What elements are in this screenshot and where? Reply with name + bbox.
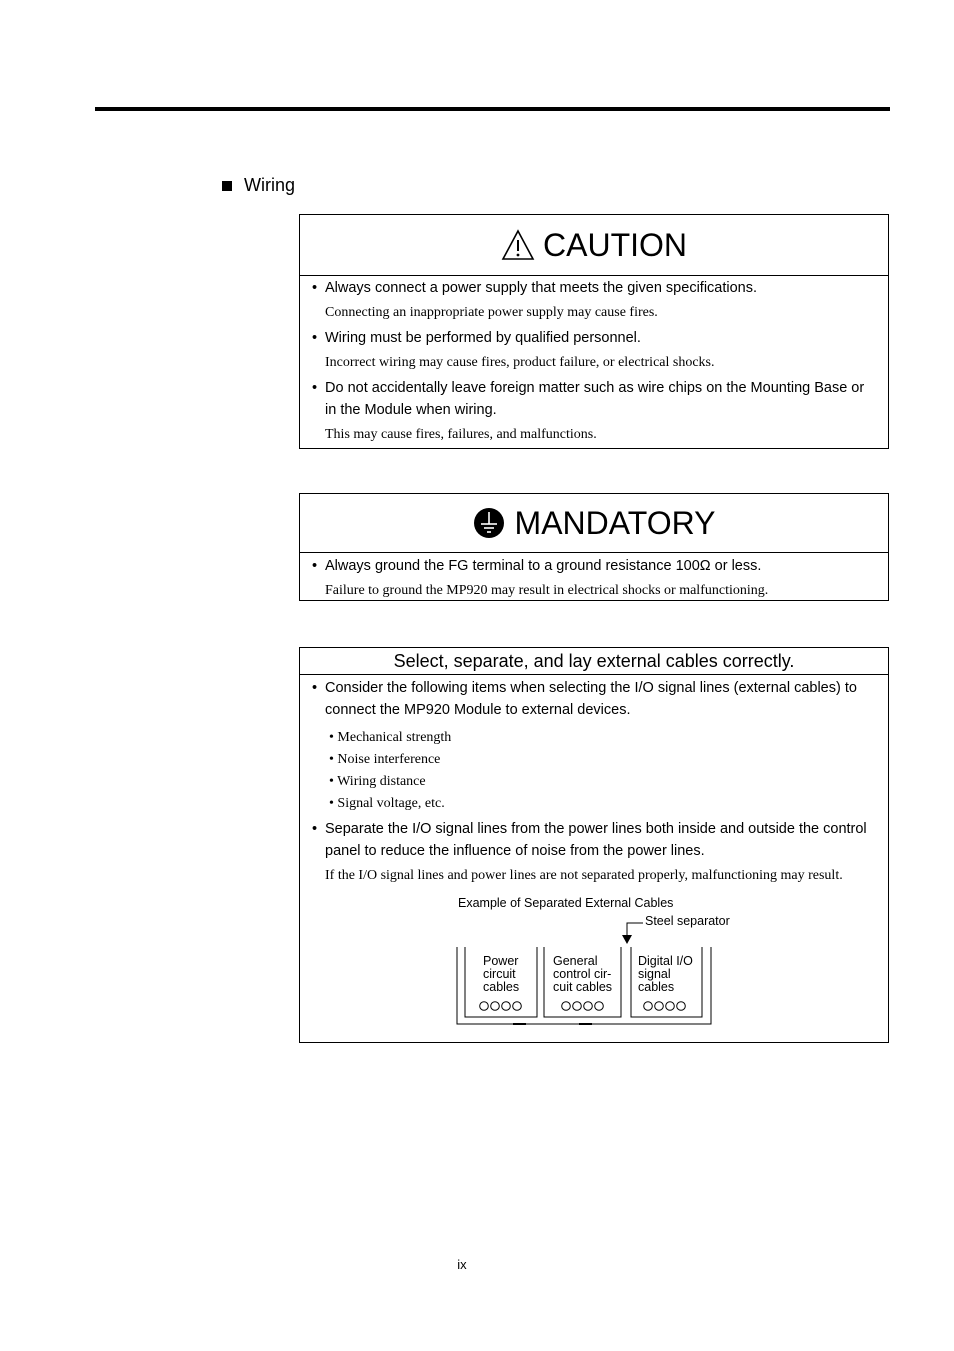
compartment-label-power: Power circuit cables (483, 954, 520, 994)
compartment-label-digital: Digital I/O signal cables (638, 954, 693, 994)
caution-item: • Always connect a power supply that meets the given specifications. (312, 280, 758, 296)
caution-note: Incorrect wiring may cause fires, product failure, or electrical shocks. (325, 355, 715, 370)
caution-header (300, 215, 888, 276)
cables-title: Select, separate, and lay external cables correctly. (393, 650, 795, 671)
caution-title: CAUTION (543, 226, 687, 263)
mandatory-note: Failure to ground the MP920 may result in electrical shocks or malfunctioning. (325, 583, 769, 598)
ground-icon (473, 507, 505, 539)
caution-item: • Wiring must be performed by qualified personnel. (312, 330, 641, 346)
mandatory-title: MANDATORY (514, 504, 716, 541)
cables-note: If the I/O signal lines and power lines are not separated properly, malfunctioning may result. (325, 868, 843, 883)
cable-circles-general (562, 1002, 604, 1011)
cables-header (300, 648, 888, 675)
cable-circles-digital (644, 1002, 686, 1011)
warning-triangle-icon (501, 229, 535, 261)
caution-note: Connecting an inappropriate power supply may cause fires. (325, 305, 658, 320)
cables-item: • Consider the following items when selecting the I/O signal lines (external cables) to connect the MP920 Module to external devices. (312, 680, 857, 718)
cables-item: • Separate the I/O signal lines from the power lines both inside and outside the control panel to reduce the influence of noise from the power lines. (312, 821, 867, 859)
cables-box (299, 647, 889, 1043)
diagram-title: Example of Separated External Cables (458, 896, 674, 910)
caution-note: This may cause fires, failures, and malfunctions. (325, 427, 597, 442)
page-number: ix (457, 1257, 467, 1272)
top-rule (95, 107, 890, 111)
cable-circles-power (480, 1002, 522, 1011)
sub-item: • Noise interference (329, 752, 441, 767)
sub-item: • Mechanical strength (329, 730, 452, 745)
section-heading (222, 175, 295, 196)
mandatory-item: • Always ground the FG terminal to a ground resistance 100Ω or less. (312, 558, 762, 574)
caution-item: • Do not accidentally leave foreign matter such as wire chips on the Mounting Base or in the Module when wiring. (312, 380, 865, 418)
separator-label: Steel separator (645, 914, 730, 928)
mandatory-box (299, 493, 889, 601)
square-bullet-icon (222, 181, 232, 191)
caution-box (299, 214, 889, 449)
sub-item: • Signal voltage, etc. (329, 796, 445, 811)
mandatory-header (300, 494, 888, 553)
sub-item: • Wiring distance (329, 774, 426, 789)
section-title: Wiring (244, 175, 296, 195)
compartment-label-general: General control cir- cuit cables (553, 954, 613, 994)
